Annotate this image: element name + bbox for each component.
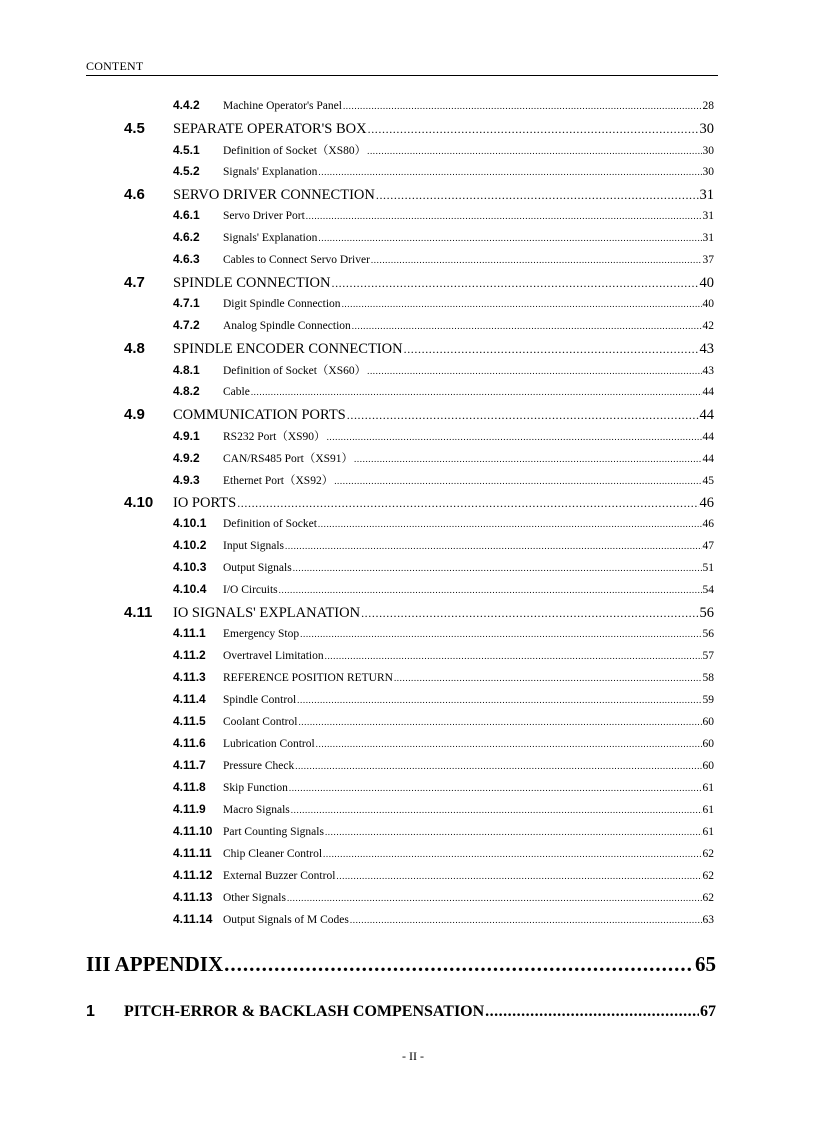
toc-leader <box>289 783 702 793</box>
toc-number: 4.6 <box>124 186 145 203</box>
toc-page: 57 <box>702 650 714 662</box>
toc-title: Macro Signals <box>223 804 290 816</box>
toc-leader <box>295 761 701 771</box>
toc-title: Lubrication Control <box>223 738 315 750</box>
toc-subsection-entry[interactable] <box>173 670 714 684</box>
toc-page: 60 <box>702 716 714 728</box>
toc-number: 4.10.1 <box>173 516 207 530</box>
toc-title: Definition of Socket（XS60） <box>223 365 367 377</box>
toc-subsection-entry[interactable] <box>173 538 714 552</box>
toc-page: 59 <box>702 694 714 706</box>
toc-leader <box>361 606 698 621</box>
toc-title: Output Signals <box>223 562 292 574</box>
toc-number: 4.5.2 <box>173 164 200 178</box>
toc-page: 30 <box>702 166 714 178</box>
toc-page: 31 <box>702 232 714 244</box>
toc-subsection-entry[interactable] <box>173 868 714 882</box>
toc-leader <box>336 871 701 881</box>
toc-page: 67 <box>700 1003 716 1020</box>
toc-number: 4.11.10 <box>173 824 213 838</box>
toc-leader <box>343 101 702 111</box>
toc-page: 40 <box>699 275 714 291</box>
toc-number: 4.10.4 <box>173 582 207 596</box>
toc-title: Digit Spindle Connection <box>223 298 341 310</box>
toc-number: 4.11.5 <box>173 714 206 728</box>
toc-leader <box>297 695 701 705</box>
toc-title: SPINDLE CONNECTION <box>173 275 331 291</box>
toc-title: Cables to Connect Servo Driver <box>223 254 370 266</box>
toc-leader <box>327 432 702 442</box>
toc-number: 4.11.1 <box>173 626 206 640</box>
toc-page: 56 <box>702 628 714 640</box>
toc-subsection-entry[interactable] <box>173 98 714 112</box>
toc-page: 61 <box>702 826 714 838</box>
toc-number: 4.11.12 <box>173 868 213 882</box>
toc-number: 4.11 <box>124 604 153 621</box>
toc-number: 4.10.2 <box>173 538 207 552</box>
toc-leader <box>368 122 699 137</box>
toc-subsection-entry[interactable] <box>173 648 714 662</box>
toc-title: III APPENDIX <box>86 952 224 976</box>
toc-page: 30 <box>699 121 714 137</box>
toc-leader <box>316 739 702 749</box>
toc-section-entry[interactable] <box>124 494 714 512</box>
toc-number: 4.7.2 <box>173 318 200 332</box>
toc-leader <box>291 805 702 815</box>
toc-title: Definition of Socket（XS80） <box>223 145 367 157</box>
toc-section-entry[interactable] <box>124 274 714 292</box>
toc-leader <box>331 276 698 291</box>
toc-section-entry[interactable] <box>124 186 714 204</box>
toc-leader <box>325 827 702 837</box>
toc-subsection-entry[interactable] <box>173 296 714 310</box>
toc-page: 44 <box>702 431 714 443</box>
toc-subsection-entry[interactable] <box>173 824 714 838</box>
toc-number: 4.5.1 <box>173 143 200 157</box>
toc-page: 65 <box>695 952 716 976</box>
toc-title: Cable <box>223 386 250 398</box>
toc-title: Output Signals of M Codes <box>223 914 349 926</box>
toc-leader <box>352 321 702 331</box>
toc-leader <box>350 915 702 925</box>
toc-subsection-entry[interactable] <box>173 692 714 706</box>
toc-subsection-entry[interactable] <box>173 912 714 926</box>
toc-page: 61 <box>702 782 714 794</box>
toc-title: SERVO DRIVER CONNECTION <box>173 187 375 203</box>
toc-title: SEPARATE OPERATOR'S BOX <box>173 121 367 137</box>
toc-leader <box>298 717 701 727</box>
toc-title: IO PORTS <box>173 495 237 511</box>
toc-title: CAN/RS485 Port（XS91） <box>223 453 354 465</box>
toc-number: 4.4.2 <box>173 98 200 112</box>
toc-title: IO SIGNALS' EXPLANATION <box>173 605 361 621</box>
toc-subsection-entry[interactable] <box>173 890 714 904</box>
toc-page: 60 <box>702 760 714 772</box>
toc-leader <box>285 541 701 551</box>
toc-subsection-entry[interactable] <box>173 318 714 332</box>
toc-page: 31 <box>702 210 714 222</box>
toc-page: 46 <box>699 495 714 511</box>
toc-subsection-entry[interactable] <box>173 142 714 158</box>
toc-leader <box>293 563 702 573</box>
toc-number: 4.5 <box>124 120 145 137</box>
toc-number: 4.11.4 <box>173 692 206 706</box>
toc-leader <box>367 366 701 376</box>
toc-leader <box>404 342 699 357</box>
toc-leader <box>287 893 702 903</box>
toc-leader <box>325 651 702 661</box>
toc-page: 56 <box>699 605 714 621</box>
toc-subsection-entry[interactable] <box>173 736 714 750</box>
toc-title: I/O Circuits <box>223 584 278 596</box>
toc-title: Pressure Check <box>223 760 295 772</box>
toc-title: Chip Cleaner Control <box>223 848 323 860</box>
toc-title: Analog Spindle Connection <box>223 320 351 332</box>
toc-number: 4.7.1 <box>173 296 200 310</box>
toc-leader <box>354 454 701 464</box>
toc-section-entry[interactable] <box>124 340 714 358</box>
toc-leader <box>376 188 699 203</box>
toc-number: 4.11.9 <box>173 802 206 816</box>
toc-subsection-entry[interactable] <box>173 560 714 574</box>
toc-number: 4.6.2 <box>173 230 200 244</box>
toc-number: 4.8.2 <box>173 384 200 398</box>
toc-number: 4.11.3 <box>173 670 206 684</box>
toc-leader <box>306 211 702 221</box>
toc-number: 4.9.1 <box>173 429 200 443</box>
toc-number: 1 <box>86 1003 95 1020</box>
toc-page: 31 <box>699 187 714 203</box>
toc-page: 47 <box>702 540 714 552</box>
toc-page: 58 <box>702 672 714 684</box>
toc-number: 4.11.14 <box>173 912 213 926</box>
toc-title: PITCH-ERROR & BACKLASH COMPENSATION <box>124 1003 485 1020</box>
toc-title: Signals' Explanation <box>223 166 318 178</box>
toc-leader <box>347 408 699 423</box>
toc-page: 63 <box>702 914 714 926</box>
toc-subsection-entry[interactable] <box>173 450 714 466</box>
toc-subsection-entry[interactable] <box>173 384 714 398</box>
toc-subsection-entry[interactable] <box>173 802 714 816</box>
toc-page: 44 <box>702 386 714 398</box>
toc-title: Ethernet Port（XS92） <box>223 475 334 487</box>
toc-subsection-entry[interactable] <box>173 626 714 640</box>
toc-number: 4.10.3 <box>173 560 207 574</box>
toc-leader <box>394 673 702 683</box>
toc-page: 43 <box>699 341 714 357</box>
toc-title: REFERENCE POSITION RETURN <box>223 672 393 684</box>
toc-number: 4.9.3 <box>173 473 200 487</box>
toc-leader <box>367 146 701 156</box>
toc-page: 45 <box>702 475 714 487</box>
toc-leader <box>251 387 702 397</box>
header-rule <box>86 75 718 76</box>
toc-title: Part Counting Signals <box>223 826 324 838</box>
toc-subsection-entry[interactable] <box>173 230 714 244</box>
toc-title: Coolant Control <box>223 716 298 728</box>
toc-number: 4.11.7 <box>173 758 206 772</box>
toc-leader <box>318 167 701 177</box>
toc-page: 51 <box>702 562 714 574</box>
toc-number: 4.6.3 <box>173 252 200 266</box>
toc-page: 43 <box>702 365 714 377</box>
page-number: - II - <box>402 1049 424 1063</box>
toc-leader <box>279 585 702 595</box>
toc-appendix-entry[interactable] <box>86 952 716 977</box>
toc-leader <box>342 299 702 309</box>
toc-title: Signals' Explanation <box>223 232 318 244</box>
toc-title: Skip Function <box>223 782 288 794</box>
toc-subsection-entry[interactable] <box>173 164 714 178</box>
toc-title: SPINDLE ENCODER CONNECTION <box>173 341 403 357</box>
toc-subsection-entry[interactable] <box>173 472 714 488</box>
toc-page: 46 <box>702 518 714 530</box>
toc-leader <box>371 255 702 265</box>
toc-number: 4.11.11 <box>173 846 212 860</box>
toc-number: 4.7 <box>124 274 145 291</box>
toc-subsection-entry[interactable] <box>173 846 714 860</box>
toc-section-entry[interactable] <box>124 604 714 622</box>
toc-title: Servo Driver Port <box>223 210 305 222</box>
toc-leader <box>334 476 701 486</box>
toc-page: 62 <box>702 848 714 860</box>
toc-subsection-entry[interactable] <box>173 428 714 444</box>
toc-number: 4.11.13 <box>173 890 213 904</box>
toc-title: Other Signals <box>223 892 286 904</box>
toc-leader <box>485 1003 699 1021</box>
toc-page: 42 <box>702 320 714 332</box>
toc-subsection-entry[interactable] <box>173 582 714 596</box>
toc-page: 44 <box>699 407 714 423</box>
toc-section-entry[interactable] <box>124 406 714 424</box>
toc-page: 62 <box>702 892 714 904</box>
toc-number: 4.9.2 <box>173 451 200 465</box>
toc-title: Machine Operator's Panel <box>223 100 342 112</box>
toc-subsection-entry[interactable] <box>173 208 714 222</box>
toc-subsection-entry[interactable] <box>173 516 714 530</box>
toc-title: RS232 Port（XS90） <box>223 431 326 443</box>
toc-leader <box>300 629 701 639</box>
toc-title: Spindle Control <box>223 694 297 706</box>
toc-page: 62 <box>702 870 714 882</box>
toc-leader <box>318 519 702 529</box>
toc-subsection-entry[interactable] <box>173 758 714 772</box>
toc-chapter-entry[interactable] <box>86 1003 716 1021</box>
toc-title: External Buzzer Control <box>223 870 336 882</box>
toc-number: 4.8 <box>124 340 145 357</box>
toc-page: 40 <box>702 298 714 310</box>
toc-subsection-entry[interactable] <box>173 780 714 794</box>
toc-section-entry[interactable] <box>124 120 714 138</box>
toc-title: Input Signals <box>223 540 285 552</box>
toc-page: 60 <box>702 738 714 750</box>
toc-subsection-entry[interactable] <box>173 714 714 728</box>
toc-title: Definition of Socket <box>223 518 317 530</box>
toc-title: Emergency Stop <box>223 628 300 640</box>
toc-number: 4.8.1 <box>173 363 200 377</box>
toc-number: 4.9 <box>124 406 145 423</box>
toc-number: 4.11.2 <box>173 648 206 662</box>
toc-leader <box>237 496 698 511</box>
toc-title: COMMUNICATION PORTS <box>173 407 346 423</box>
toc-page: 61 <box>702 804 714 816</box>
toc-page: 44 <box>702 453 714 465</box>
toc-subsection-entry[interactable] <box>173 252 714 266</box>
toc-leader <box>318 233 701 243</box>
toc-title: Overtravel Limitation <box>223 650 324 662</box>
toc-page: 54 <box>702 584 714 596</box>
toc-leader <box>323 849 701 859</box>
toc-leader <box>224 952 694 977</box>
toc-subsection-entry[interactable] <box>173 362 714 378</box>
toc-page: 28 <box>702 100 714 112</box>
toc-number: 4.11.6 <box>173 736 206 750</box>
running-header: CONTENT <box>86 59 144 73</box>
toc-page: 30 <box>702 145 714 157</box>
toc-number: 4.10 <box>124 494 154 511</box>
toc-number: 4.11.8 <box>173 780 206 794</box>
toc-number: 4.6.1 <box>173 208 200 222</box>
toc-page: 37 <box>702 254 714 266</box>
